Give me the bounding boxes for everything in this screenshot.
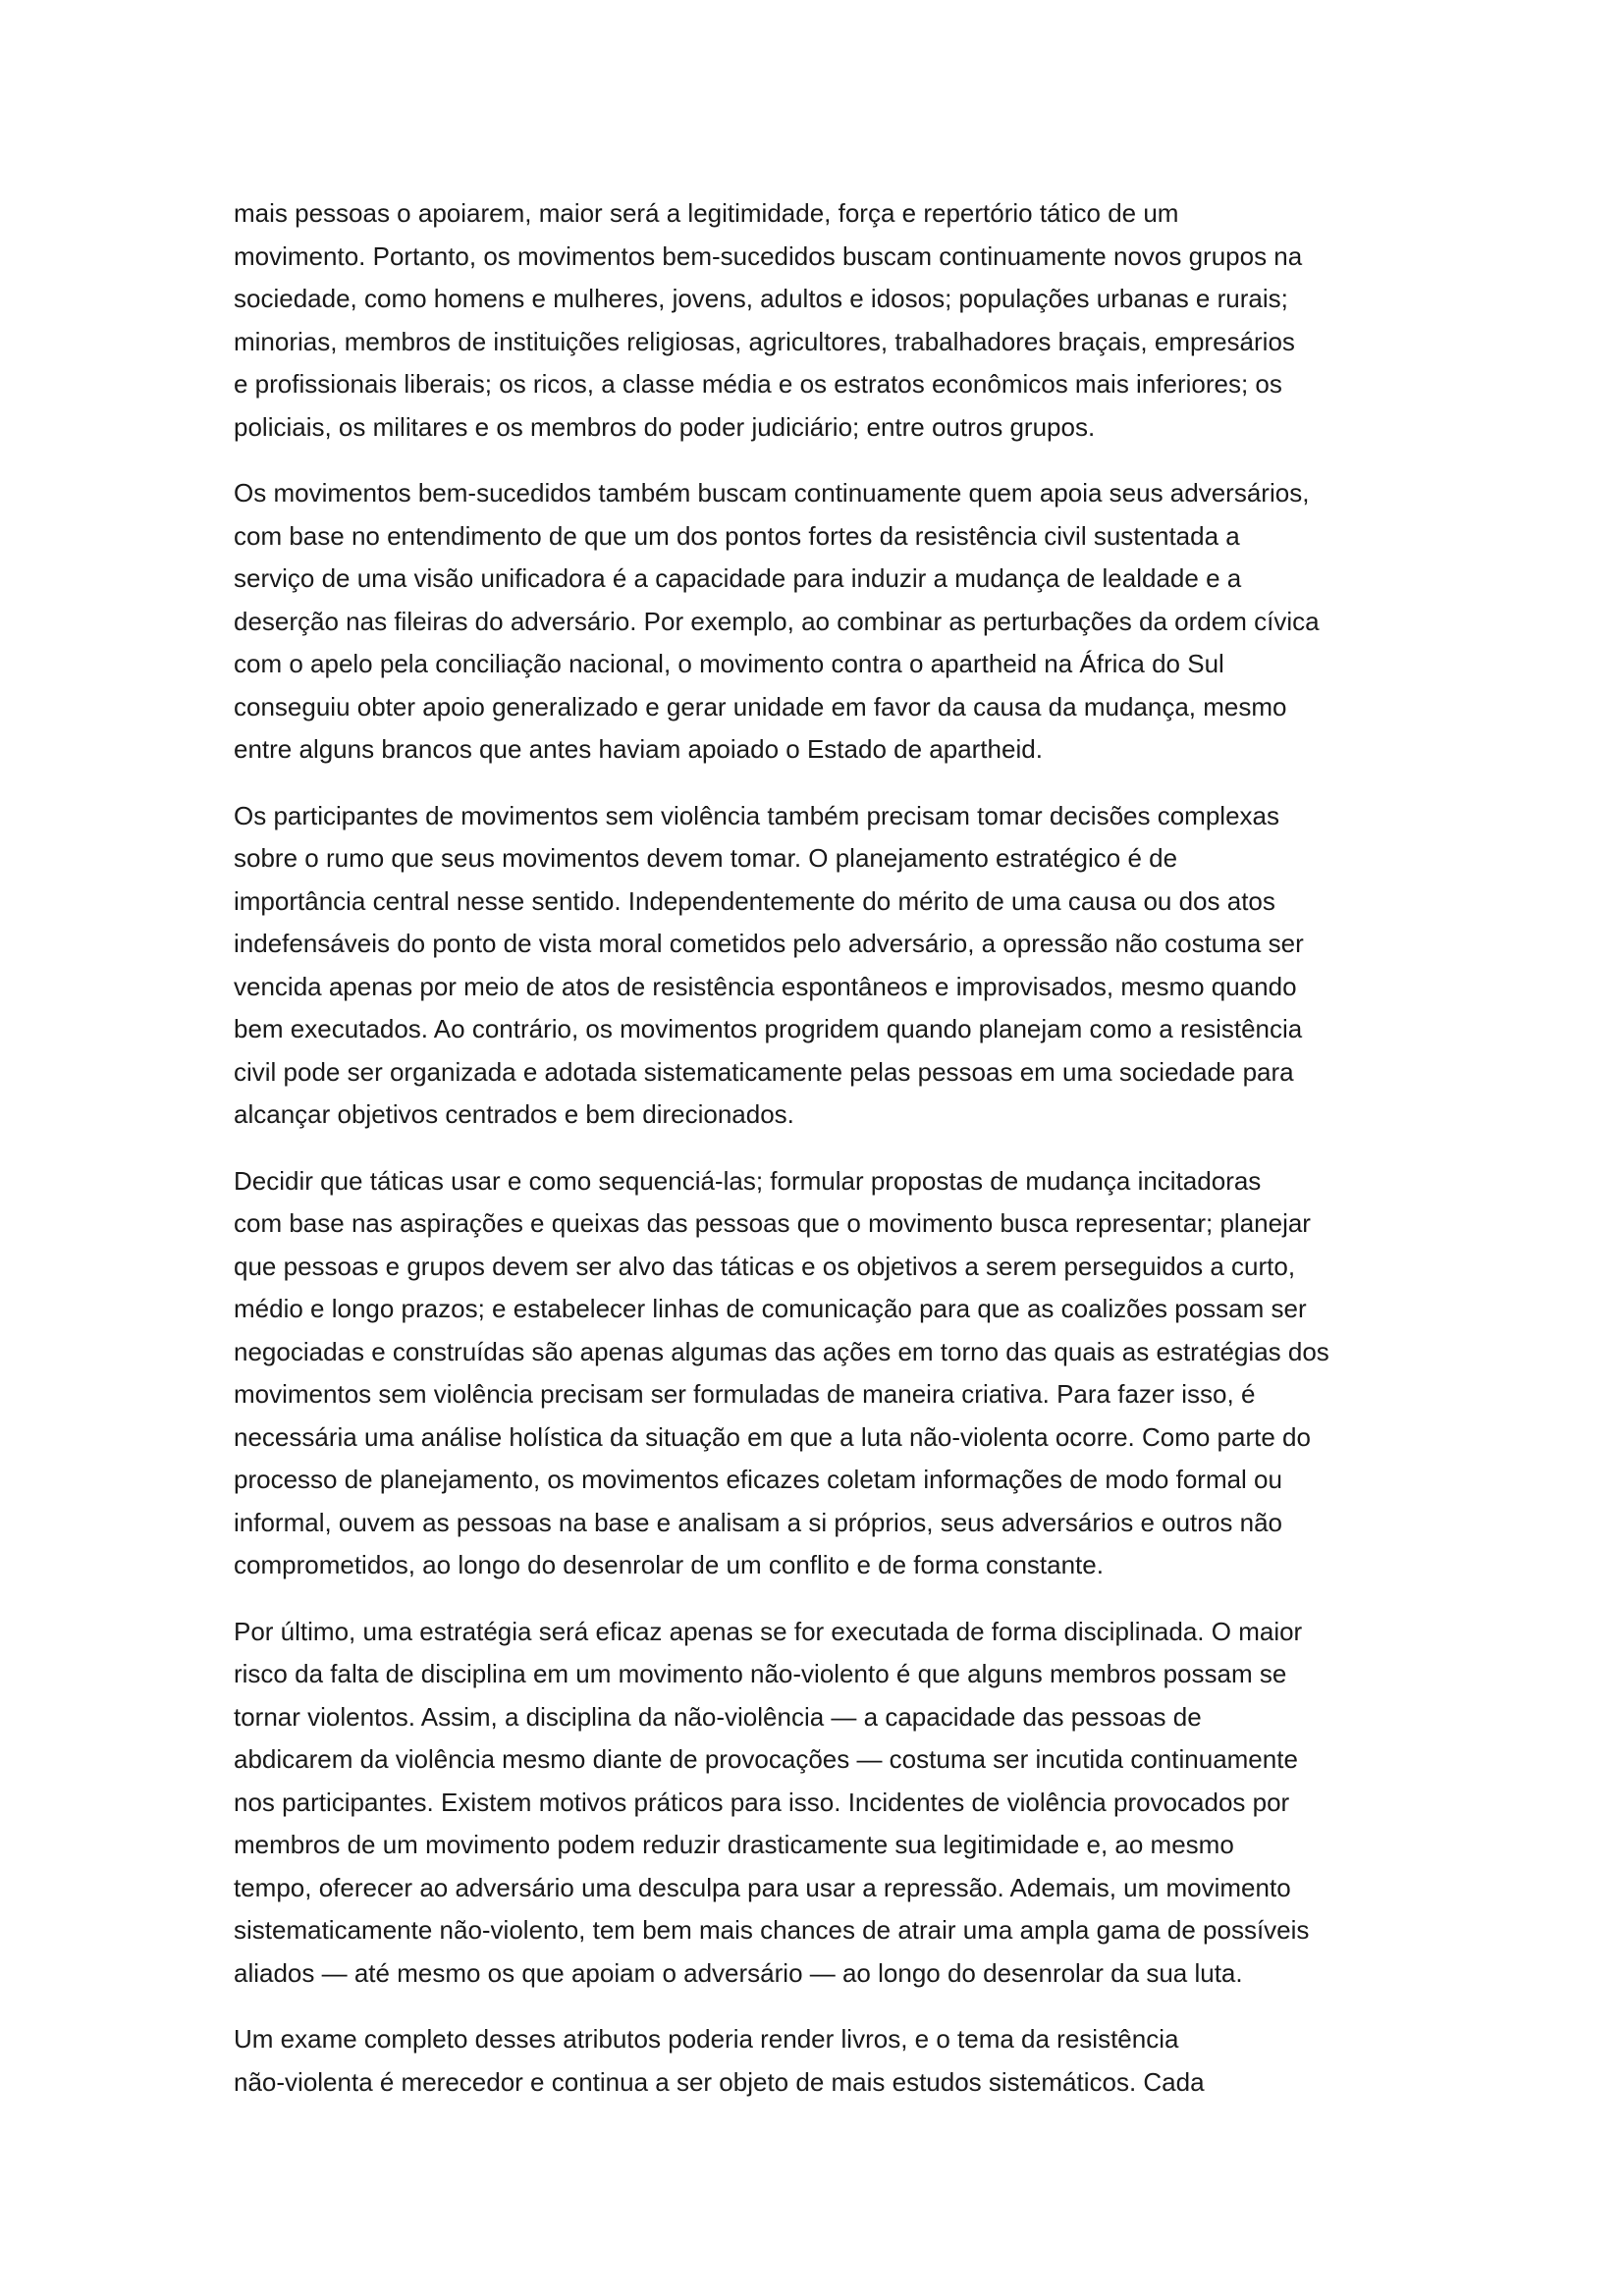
text-line: serviço de uma visão unificadora é a capacidade para induzir a mudança de lealdade e a [234,563,1242,593]
text-line: deserção nas fileiras do adversário. Por exemplo, ao combinar as perturbações da ordem cívica [234,606,1320,636]
paragraph [234,192,1402,449]
text-line: informal, ouvem as pessoas na base e analisam a si próprios, seus adversários e outros não [234,1507,1283,1537]
text-line: alcançar objetivos centrados e bem direcionados. [234,1099,794,1129]
text-line: comprometidos, ao longo do desenrolar de um conflito e de forma constante. [234,1550,1104,1579]
text-line: que pessoas e grupos devem ser alvo das táticas e os objetivos a serem perseguidos a curto, [234,1251,1296,1281]
text-line: com base no entendimento de que um dos pontos fortes da resistência civil sustentada a [234,520,1240,551]
text-line: Os movimentos bem-sucedidos também buscam continuamente quem apoia seus adversários, [234,478,1310,507]
text-line: sistematicamente não-violento, tem bem mais chances de atrair uma ampla gama de possíveis [234,1915,1310,1945]
text-line: minorias, membros de instituições religiosas, agricultores, trabalhadores braçais, empresários [234,326,1295,356]
text-line: abdicarem da violência mesmo diante de provocações — costuma ser incutida continuamente [234,1744,1298,1774]
text-line: processo de planejamento, os movimentos eficazes coletam informações de modo formal ou [234,1465,1282,1494]
paragraph [234,1160,1402,1587]
text-line: Decidir que táticas usar e como sequenciá-las; formular propostas de mudança incitadoras [234,1165,1262,1196]
text-line: civil pode ser organizada e adotada sistematicamente pelas pessoas em uma sociedade para [234,1056,1294,1087]
text-line: tempo, oferecer ao adversário uma desculpa para usar a repressão. Ademais, um movimento [234,1872,1291,1902]
text-line: bem executados. Ao contrário, os movimentos progridem quando planejam como a resistência [234,1014,1303,1043]
text-line: importância central nesse sentido. Independentemente do mérito de uma causa ou dos atos [234,885,1275,916]
text-line: Um exame completo desses atributos poderia render livros, e o tema da resistência [234,2024,1179,2054]
text-line: risco da falta de disciplina em um movimento não-violento é que alguns membros possam se [234,1659,1287,1688]
text-line: movimentos sem violência precisam ser formuladas de maneira criativa. Para fazer isso, é [234,1379,1256,1409]
text-line: nos participantes. Existem motivos práticos para isso. Incidentes de violência provocados por [234,1787,1290,1817]
paragraph [234,795,1402,1137]
text-line: conseguiu obter apoio generalizado e gerar unidade em favor da causa da mudança, mesmo [234,691,1287,721]
text-line: negociadas e construídas são apenas algumas das ações em torno das quais as estratégias dos [234,1336,1329,1366]
text-line: tornar violentos. Assim, a disciplina da não-violência — a capacidade das pessoas de [234,1701,1202,1732]
text-line: necessária uma análise holística da situação em que a luta não-violenta ocorre. Como parte do [234,1421,1311,1452]
text-line: Por último, uma estratégia será eficaz apenas se for executada de forma disciplinada. O maior [234,1616,1303,1646]
text-line: mais pessoas o apoiarem, maior será a legitimidade, força e repertório tático de um [234,198,1179,228]
text-line: entre alguns brancos que antes haviam apoiado o Estado de apartheid. [234,734,1043,764]
text-line: Os participantes de movimentos sem violência também precisam tomar decisões complexas [234,800,1279,830]
text-line: sociedade, como homens e mulheres, jovens, adultos e idosos; populações urbanas e rurais; [234,284,1288,313]
text-line: com base nas aspirações e queixas das pessoas que o movimento busca representar; planejar [234,1208,1311,1238]
document-body [234,192,1402,2127]
text-line: aliados — até mesmo os que apoiam o adversário — ao longo do desenrolar da sua luta. [234,1957,1243,1988]
text-line: sobre o rumo que seus movimentos devem tomar. O planejamento estratégico é de [234,843,1178,873]
text-line: com o apelo pela conciliação nacional, o movimento contra o apartheid na África do Sul [234,649,1224,678]
text-line: membros de um movimento podem reduzir drasticamente sua legitimidade e, ao mesmo [234,1830,1234,1859]
paragraph [234,2018,1402,2104]
text-line: indefensáveis do ponto de vista moral cometidos pelo adversário, a opressão não costuma ser [234,929,1304,958]
text-line: médio e longo prazos; e estabelecer linhas de comunicação para que as coalizões possam ser [234,1294,1307,1323]
paragraph [234,472,1402,772]
text-line: movimento. Portanto, os movimentos bem-sucedidos buscam continuamente novos grupos na [234,240,1303,271]
text-line: policiais, os militares e os membros do poder judiciário; entre outros grupos. [234,411,1096,442]
text-line: e profissionais liberais; os ricos, a classe média e os estratos econômicos mais inferiores; os [234,369,1282,399]
text-line: não-violenta é merecedor e continua a ser objeto de mais estudos sistemáticos. Cada [234,2066,1205,2097]
paragraph [234,1611,1402,1996]
text-line: vencida apenas por meio de atos de resistência espontâneos e improvisados, mesmo quando [234,971,1297,1001]
